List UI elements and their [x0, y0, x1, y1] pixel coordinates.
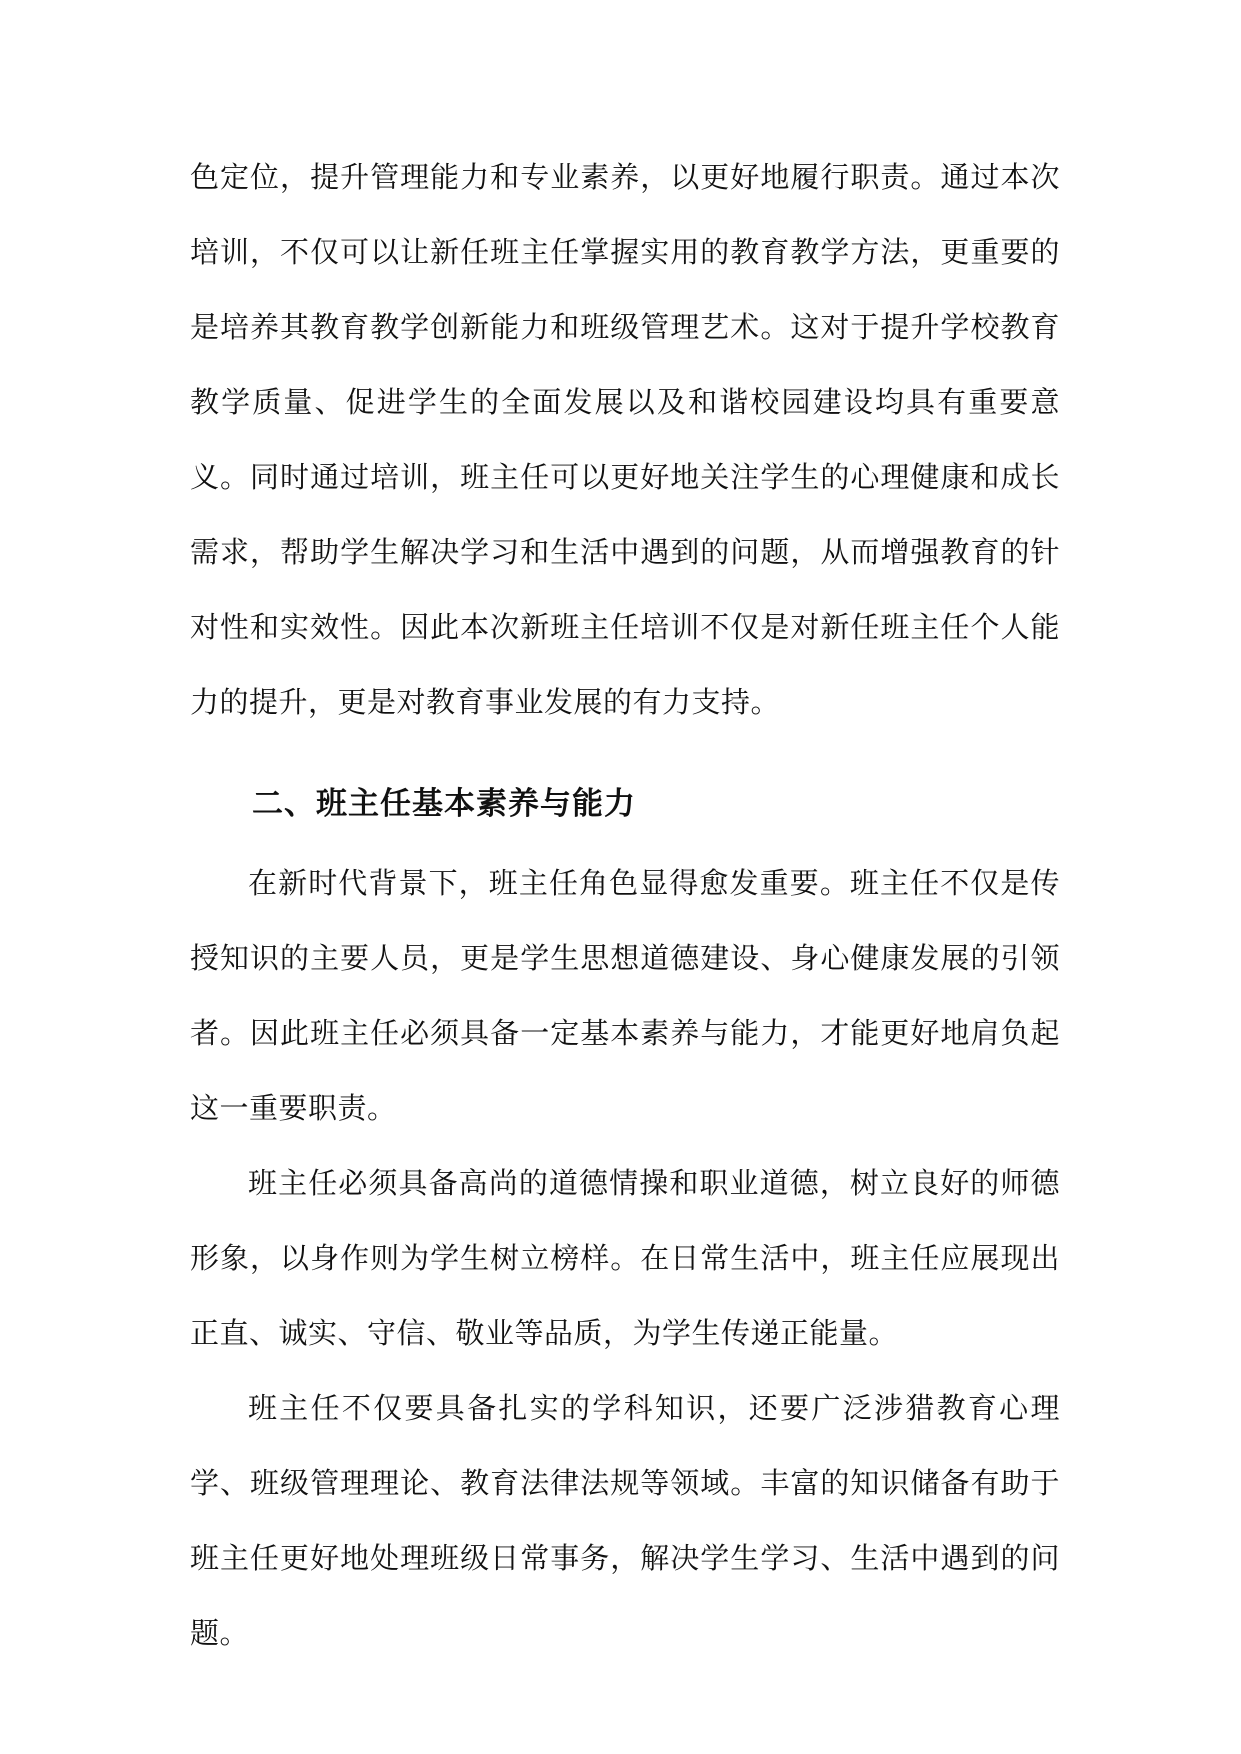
paragraph-role-importance: 在新时代背景下，班主任角色显得愈发重要。班主任不仅是传授知识的主要人员，更是学生思想道德建设、身心健康发展的引领者。因此班主任必须具备一定基本素养与能力，才能更好地肩负起这一重要职责。 — [190, 866, 1060, 1125]
paragraph-moral-quality: 班主任必须具备高尚的道德情操和职业道德，树立良好的师德形象，以身作则为学生树立榜样。在日常生活中，班主任应展现出正直、诚实、守信、敬业等品质，为学生传递正能量。 — [190, 1166, 1060, 1350]
paragraph-continuation: 色定位，提升管理能力和专业素养，以更好地履行职责。通过本次培训，不仅可以让新任班主任掌握实用的教育教学方法，更重要的是培养其教育教学创新能力和班级管理艺术。这对于提升学校教育教学质量、促进学生的全面发展以及和谐校园建设均具有重要意义。同时通过培训，班主任可以更好地关注学生的心理健康和成长需求，帮助学生解决学习和生活中遇到的问题，从而增强教育的针对性和实效性。因此本次新班主任培训不仅是对新任班主任个人能力的提升，更是对教育事业发展的有力支持。 — [190, 160, 1060, 719]
paragraph-knowledge-base: 班主任不仅要具备扎实的学科知识，还要广泛涉猎教育心理学、班级管理理论、教育法律法规等领域。丰富的知识储备有助于班主任更好地处理班级日常事务，解决学生学习、生活中遇到的问题。 — [190, 1391, 1060, 1650]
section-heading: 二、班主任基本素养与能力 — [252, 786, 636, 822]
document-body — [190, 140, 1060, 1671]
